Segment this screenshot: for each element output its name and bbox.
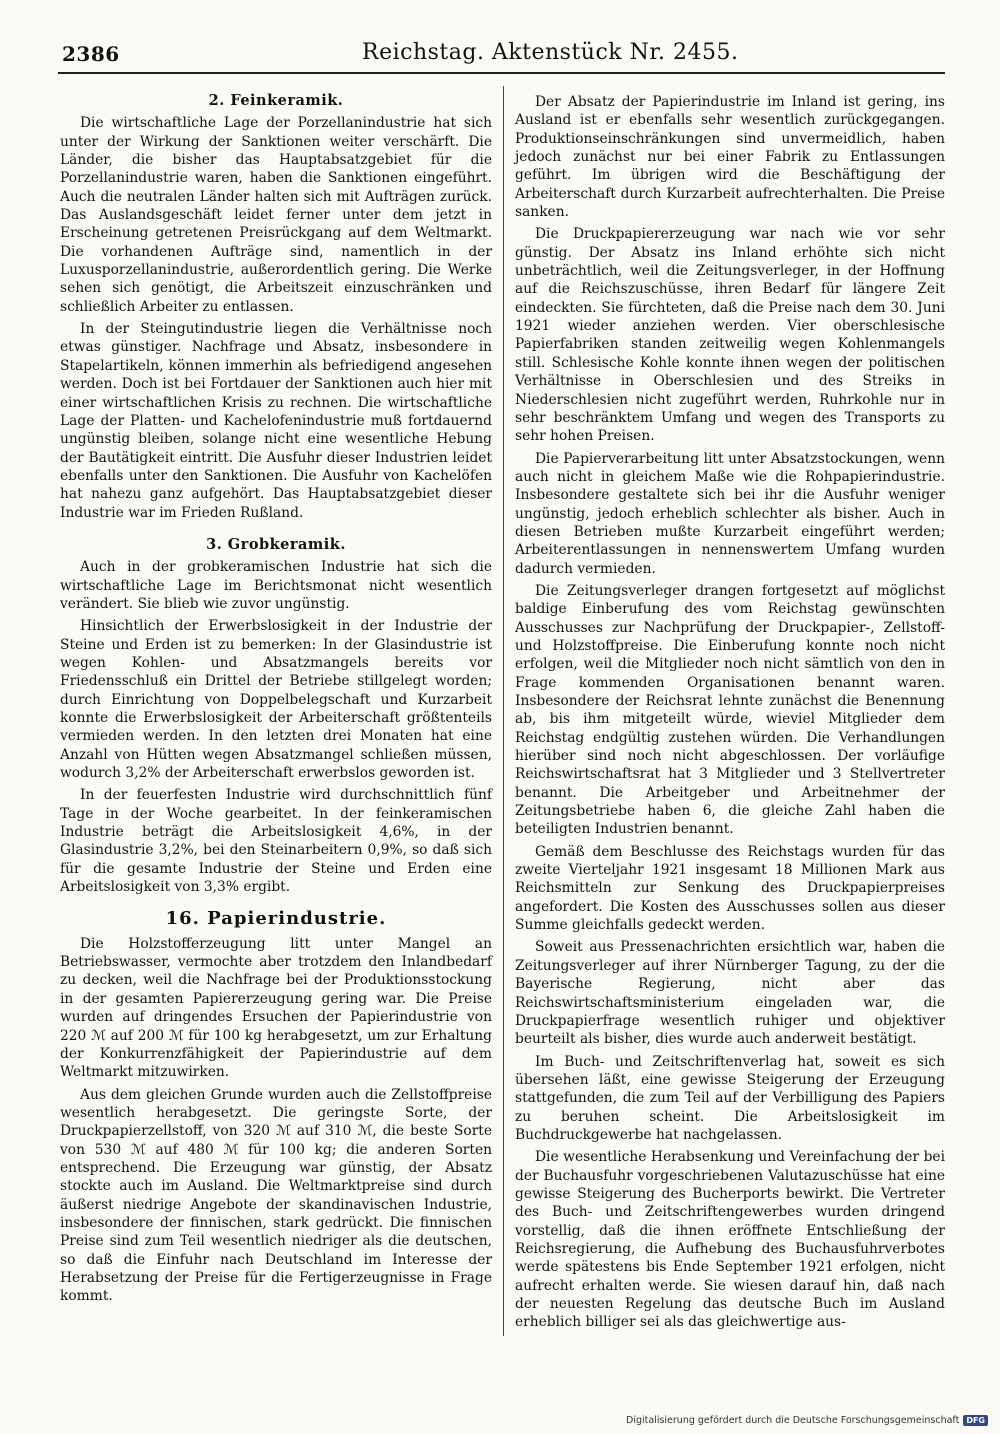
paragraph: Die Holzstofferzeugung litt unter Mangel an Betriebswasser, vermochte aber trotzdem den Inlandbedarf zu decken, weil die Nachfrage bei der Produktionsstockung in der gesamten Papiererzeugung gering war. Die Preise wurden auf dringendes Ersuchen der Papierindustrie von 220 ℳ auf 200 ℳ für 100 kg herabgesetzt, um zur Erhaltung der Konkurrenzfähigkeit der Papierindustrie auf dem Weltmarkt mitzuwirken. bbox=[60, 935, 492, 1081]
digitization-credit bbox=[626, 1415, 988, 1426]
paragraph: Aus dem gleichen Grunde wurden auch die Zellstoffpreise wesentlich herabgesetzt. Die geringste Sorte, der Druckpapierzellstoff, von 320 ℳ auf 310 ℳ, die beste Sorte von 530 ℳ auf 480 ℳ für 100 kg; die anderen Sorten entsprechend. Die Erzeugung war günstig, der Absatz stockte auch im Ausland. Die Weltmarktpreise sind durch äußerst niedrige Angebote der skandinavischen Industrie, insbesondere der finnischen, stark gedrückt. Die finnischen Preise sind zum Teil wesentlich niedriger als die deutschen, so daß die Einfuhr nach Deutschland im Interesse der Herabsetzung der Preise für die Fertigerzeugnisse in Frage kommt. bbox=[60, 1086, 492, 1305]
chapter-heading-papierindustrie: 16. Papierindustrie. bbox=[165, 908, 387, 930]
section-heading-feinkeramik: 2. Feinkeramik. bbox=[208, 92, 344, 109]
paragraph: Der Absatz der Papierindustrie im Inland ist gering, ins Ausland ist er ebenfalls sehr wesentlich zurückgegangen. Produktionseinschränkungen sind unvermeidlich, haben jedoch zunächst nur bei einer Fabrik zu Entlassungen geführt. Im übrigen wird die Beschäftigung der Arbeiterschaft durch Kurzarbeit aufrechterhalten. Die Preise sanken. bbox=[515, 94, 945, 221]
paragraph: Die Papierverarbeitung litt unter Absatzstockungen, wenn auch nicht in gleichem Maße wie die Rohpapierindustrie. Insbesondere gestaltete sich bei ihr die Ausfuhr weniger ungünstig, jedoch erheblich schlechter als bisher. Auch in diesen Betrieben mußte Kurzarbeit eingeführt werden; Arbeiterentlassungen in nennenswertem Umfang wurden dadurch vermieden. bbox=[515, 450, 945, 577]
column-divider bbox=[503, 86, 504, 1336]
paragraph: Die wirtschaftliche Lage der Porzellanindustrie hat sich unter der Wirkung der Sanktionen weiter verschärft. Die Länder, die bisher das Hauptabsatzgebiet für die Porzellanindustrie waren, haben die Sanktionen eingeführt. Auch die neutralen Länder halten sich mit Aufträgen zurück. Das Auslandsgeschäft leidet ferner unter dem jetzt in Erscheinung getretenen Preisrückgang auf dem Weltmarkt. Die vorhandenen Aufträge sind, namentlich in der Luxusporzellanindustrie, außerordentlich gering. Die Werke sehen sich genötigt, die Arbeitszeit einzuschränken und schließlich Arbeiter zu entlassen. bbox=[60, 115, 492, 315]
paragraph: Die Zeitungsverleger drangen fortgesetzt auf möglichst baldige Einberufung des vom Reichstag gewünschten Ausschusses zur Nachprüfung der Druckpapier-, Zellstoff- und Holzstoffpreise. Die Einberufung konnte noch nicht erfolgen, weil die Mitglieder noch nicht sämtlich von den in Frage kommenden Organisationen benannt waren. Insbesondere der Reichsrat lehnte zunächst die Benennung ab, bis ihm mitgeteilt würde, wieviel Mitglieder dem Reichstag endgültig zustehen würden. Die Verhandlungen hierüber sind noch nicht abgeschlossen. Der vorläufige Reichswirtschaftsrat hat 3 Mitglieder und 3 Stellvertreter benannt. Die Arbeitgeber und Arbeitnehmer der Zeitungsbetriebe haben 6, die gleiche Zahl haben die beteiligten Industrien benannt. bbox=[515, 582, 945, 838]
paragraph: Im Buch- und Zeitschriftenverlag hat, soweit es sich übersehen läßt, eine gewisse Steigerung der Erzeugung stattgefunden, die zum Teil auf der Verbilligung des Papiers zu beruhen scheint. Die Arbeitslosigkeit im Buchdruckgewerbe hat nachgelassen. bbox=[515, 1053, 945, 1143]
left-column bbox=[60, 92, 492, 1306]
paragraph: Auch in der grobkeramischen Industrie hat sich die wirtschaftliche Lage im Berichtsmonat nicht wesentlich verändert. Sie blieb wie zuvor ungünstig. bbox=[60, 559, 492, 612]
paragraph: In der feuerfesten Industrie wird durchschnittlich fünf Tage in der Woche gearbeitet. In der feinkeramischen Industrie beträgt die Arbeitslosigkeit 4,6%, in der Glasindustrie 3,2%, bei den Steinarbeitern 0,9%, so daß sich für die gesamte Industrie der Steine und Erden eine Arbeitslosigkeit von 3,3% ergibt. bbox=[60, 787, 492, 896]
running-title: Reichstag. Aktenstück Nr. 2455. bbox=[362, 40, 739, 65]
section-heading-grobkeramik: 3. Grobkeramik. bbox=[206, 535, 346, 553]
paragraph: Hinsichtlich der Erwerbslosigkeit in der Industrie der Steine und Erden ist zu bemerken: In der Glasindustrie ist wegen Kohlen- und Absatzmangels bereits vor Friedensschluß ein Drittel der Betriebe stillgelegt worden; durch Einrichtung von Doppelbelegschaft und Kurzarbeit konnte die Erwerbslosigkeit der Arbeiterschaft größtenteils vermieden werden. In den letzten drei Monaten hat eine Anzahl von Hütten wegen Absatzmangel schließen müssen, wodurch 3,2% der Arbeiterschaft erwerbslos geworden ist. bbox=[60, 618, 492, 782]
paragraph: Die wesentliche Herabsenkung und Vereinfachung der bei der Buchausfuhr vorgeschriebenen Valutazuschüsse hat eine gewisse Steigerung des Bucherports bewirkt. Die Vertreter des Buch- und Zeitschriftengewerbes wurden dringend vorstellig, daß die ihnen eröffnete Entschließung der Reichsregierung, die Aufhebung des Buchausfuhrverbotes werde spätestens bis Ende September 1921 erfolgen, nicht aufrecht erhalten werde. Sie wiesen darauf hin, daß nach der neuesten Regelung das deutsche Buch im Ausland erheblich billiger sei als das gleichwertige aus- bbox=[515, 1149, 945, 1331]
paragraph: Die Druckpapiererzeugung war nach wie vor sehr günstig. Der Absatz ins Inland erhöhte sich nicht unbeträchtlich, weil die Zeitungsverleger, in der Hoffnung auf die Reichszuschüsse, ihren Bedarf für längere Zeit eindeckten. Sie fürchteten, daß die Preise nach dem 30. Juni 1921 wieder anziehen werden. Vier oberschlesische Papierfabriken standen zeitweilig wegen Kohlenmangels still. Schlesische Kohle konnte ihnen wegen der politischen Verhältnisse in Oberschlesien und des Streiks in Niederschlesien nicht zugeführt werden, Ruhrkohle nur in sehr beschränktem Umfang und wegen des Transports zu sehr hohen Preisen. bbox=[515, 226, 945, 445]
paragraph: Gemäß dem Beschlusse des Reichstags wurden für das zweite Vierteljahr 1921 insgesamt 18 Millionen Mark aus Reichsmitteln zur Senkung des Druckpapierpreises angefordert. Die Kosten des Ausschusses sollen aus dieser Summe gleichfalls gedeckt werden. bbox=[515, 843, 945, 934]
right-column bbox=[515, 93, 945, 1332]
paragraph: Soweit aus Pressenachrichten ersichtlich war, haben die Zeitungsverleger auf ihrer Nürnberger Tagung, zu der die Bayerische Regierung, nicht aber das Reichswirtschaftsministerium eingeladen war, die Druckpapierfrage wesentlich ruhiger und objektiver beurteilt als bisher, dies wurde auch anderweit bestätigt. bbox=[515, 939, 945, 1048]
paragraph: In der Steingutindustrie liegen die Verhältnisse noch etwas günstiger. Nachfrage und Absatz, insbesondere in Stapelartikeln, können immerhin als befriedigend angesehen werden. Doch ist bei Fortdauer der Sanktionen auch hier mit einer wirtschaftlichen Krisis zu rechnen. Die wirtschaftliche Lage der Platten- und Kachelofenindustrie muß fortdauernd ungünstig bleiben, solange nicht eine wesentliche Hebung der Bautätigkeit eintritt. Die Ausfuhr dieser Industrien leidet ebenfalls unter den Sanktionen. Die Ausfuhr von Kachelöfen hat nahezu ganz aufgehört. Das Hauptabsatzgebiet dieser Industrie war im Frieden Rußland. bbox=[60, 321, 492, 521]
page-header bbox=[62, 40, 942, 70]
dfg-logo: DFG bbox=[963, 1415, 988, 1426]
credit-text: Digitalisierung gefördert durch die Deutsche Forschungsgemeinschaft bbox=[626, 1415, 960, 1426]
page-number: 2386 bbox=[62, 42, 120, 66]
header-rule bbox=[58, 72, 945, 74]
